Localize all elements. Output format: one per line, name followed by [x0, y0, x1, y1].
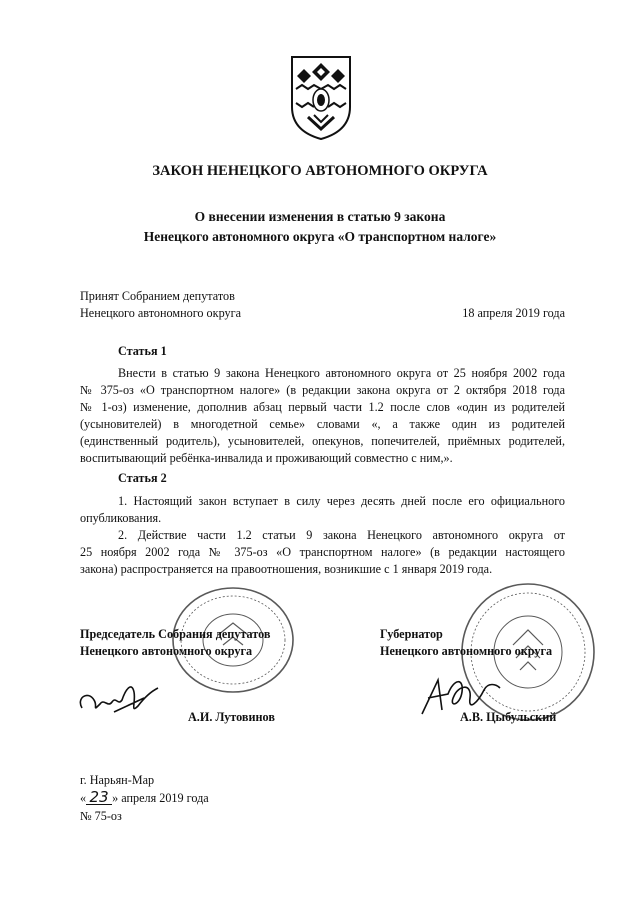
coat-of-arms-emblem: [290, 55, 352, 141]
date-rest: » апреля 2019 года: [112, 791, 209, 805]
article-2-heading: Статья 2: [118, 471, 167, 485]
article-2-p2-line-2: 25 ноября 2002 года № 375-оз «О транспортном налоге» (в редакции настоящего: [80, 545, 565, 559]
article-1-line: № 375-оз «О транспортном налоге» (в редакции закона округа от 2 октября 2018 года: [80, 383, 565, 397]
law-number: № 75-оз: [80, 809, 122, 823]
adopted-by-line-2: Ненецкого автономного округа: [80, 306, 242, 320]
article-2-p2-line-1: 2. Действие части 1.2 статьи 9 закона Ненецкого автономного округа от: [118, 528, 565, 542]
governor-title-line-1: Губернатор: [380, 627, 443, 641]
chairman-name: А.И. Лутовинов: [188, 710, 275, 724]
article-2-p1-line-1: 1. Настоящий закон вступает в силу через десять дней после его официального: [118, 494, 565, 508]
article-1-last-line: воспитывающий ребёнка-инвалида и проживающий совместно с ним,».: [80, 451, 453, 465]
law-subtitle-line-2: Ненецкого автономного округа «О транспортном налоге»: [143, 229, 497, 244]
law-title: ЗАКОН НЕНЕЦКОГО АВТОНОМНОГО ОКРУГА: [152, 163, 488, 179]
governor-title-line-2: Ненецкого автономного округа: [380, 644, 553, 658]
article-1-line: № 1-оз) изменение, дополнив абзац первый части 1.2 после слов «один из родителей: [80, 400, 565, 414]
place: г. Нарьян-Мар: [80, 773, 155, 787]
article-1-line: (усыновителей) в многодетной семье» словами «, а также один из родителей: [80, 417, 565, 431]
signing-day: 23: [86, 790, 112, 805]
chairman-title-line-1: Председатель Собрания депутатов: [80, 627, 271, 641]
chairman-signature: [74, 678, 164, 723]
signing-date: [80, 790, 209, 807]
article-1-heading: Статья 1: [118, 344, 167, 358]
article-2-p2-line-3: закона) распространяется на правоотношения, возникшие с 1 января 2019 года.: [80, 562, 493, 576]
article-1-line: (единственный родитель), усыновителей, опекунов, попечителей, приёмных родителей,: [80, 434, 565, 448]
adopted-date: 18 апреля 2019 года: [462, 306, 565, 320]
adopted-by-line-1: Принят Собранием депутатов: [80, 289, 235, 303]
date-open-quote: «: [80, 791, 87, 805]
article-1-line: Внести в статью 9 закона Ненецкого автономного округа от 25 ноября 2002 года: [118, 366, 565, 380]
article-2-p1-line-2: опубликования.: [80, 511, 162, 525]
governor-name: А.В. Цыбульский: [460, 710, 557, 724]
chairman-title-line-2: Ненецкого автономного округа: [80, 644, 253, 658]
law-subtitle-line-1: О внесении изменения в статью 9 закона: [194, 209, 446, 224]
